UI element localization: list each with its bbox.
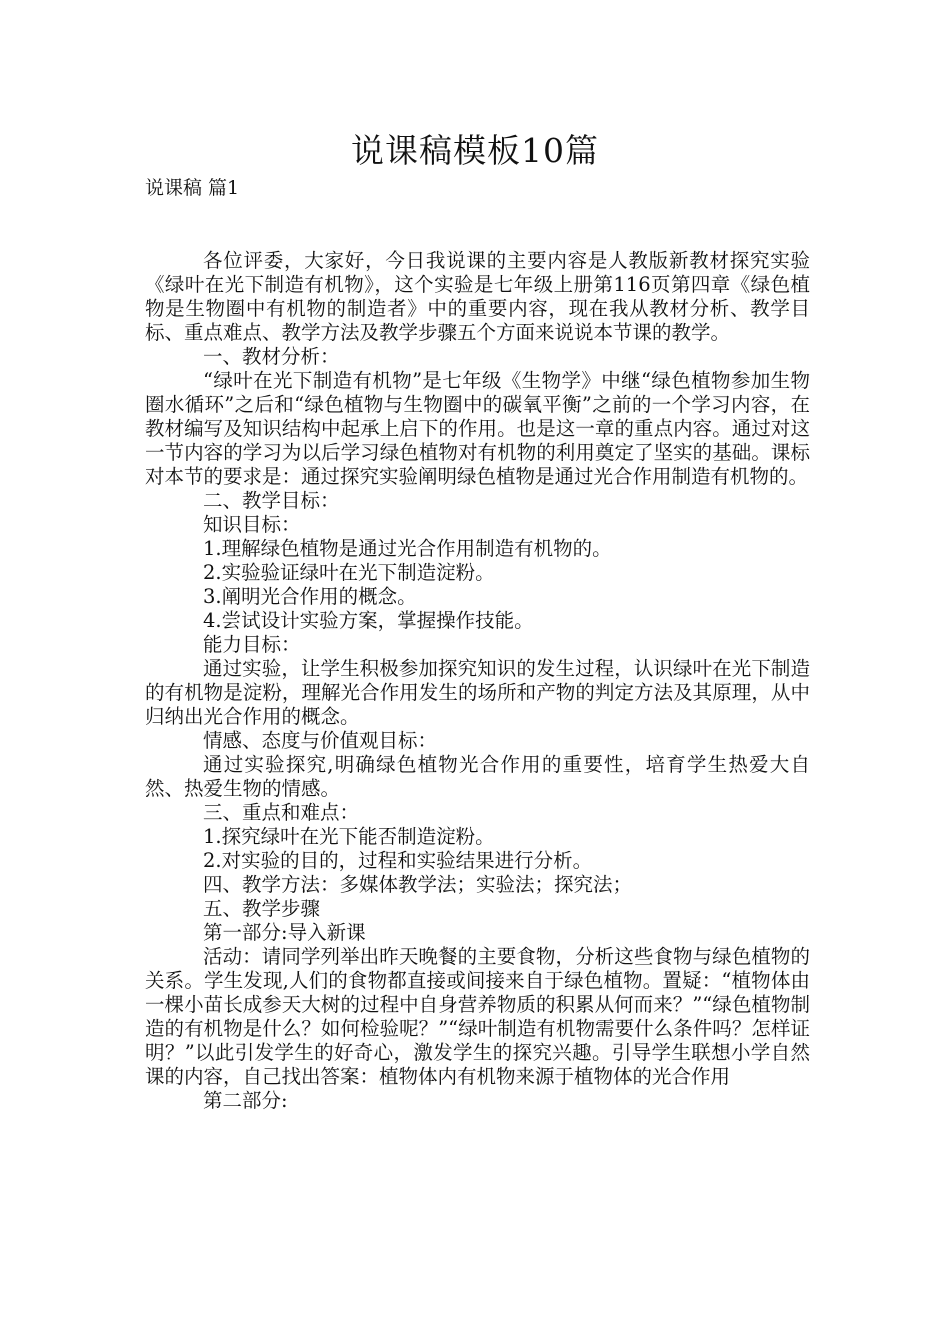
heading-textbook-analysis: 一、教材分析：: [203, 345, 340, 368]
heading-knowledge-goals: 知识目标：: [203, 513, 301, 536]
heading-teaching-goals: 二、教学目标：: [203, 489, 340, 512]
paragraph-intro: 各位评委，大家好，今日我说课的主要内容是人教版新教材探究实验《绿叶在光下制造有机物》，这个实验是七年级上册第116页第四章《绿色植物是生物圈中有机物的制造者》中的重要内容，现在我从教材分析、教学目标、重点难点、教学方法及教学步骤五个方面来说说本节课的教学。: [145, 249, 810, 344]
heading-ability-goals: 能力目标：: [203, 633, 301, 656]
heading-part-two: 第二部分:: [203, 1089, 288, 1112]
list-item: 4.尝试设计实验方案，掌握操作技能。: [203, 609, 534, 632]
document-body: [145, 249, 810, 1113]
paragraph-emotion-goals: 通过实验探究,明确绿色植物光合作用的重要性，培育学生热爱大自然、热爱生物的情感。: [145, 753, 810, 800]
list-item: 1.探究绿叶在光下能否制造淀粉。: [203, 825, 495, 848]
heading-teaching-methods: 四、教学方法：多媒体教学法；实验法；探究法；: [203, 873, 633, 896]
paragraph-textbook-analysis: “绿叶在光下制造有机物”是七年级《生物学》中继“绿色植物参加生物圈水循环”之后和“绿色植物与生物圈中的碳氧平衡”之前的一个学习内容，在教材编写及知识结构中起承上启下的作用。也是这一章的重点内容。通过对这一节内容的学习为以后学习绿色植物对有机物的利用奠定了坚实的基础。课标对本节的要求是：通过探究实验阐明绿色植物是通过光合作用制造有机物的。: [145, 369, 810, 488]
paragraph-activity: 活动：请同学列举出昨天晚餐的主要食物，分析这些食物与绿色植物的关系。学生发现,人们的食物都直接或间接来自于绿色植物。置疑：“植物体由一棵小苗长成参天大树的过程中自身营养物质的积累从何而来？”“绿色植物制造的有机物是什么？如何检验呢？”“绿叶制造有机物需要什么条件吗？怎样证明？”以此引发学生的好奇心，激发学生的探究兴趣。引导学生联想小学自然课的内容，自己找出答案：植物体内有机物来源于植物体的光合作用: [145, 945, 810, 1088]
list-item: 1.理解绿色植物是通过光合作用制造有机物的。: [203, 537, 612, 560]
heading-emotion-goals: 情感、态度与价值观目标：: [203, 729, 438, 752]
heading-key-points: 三、重点和难点：: [203, 801, 360, 824]
list-item: 2.对实验的目的，过程和实验结果进行分析。: [203, 849, 593, 872]
heading-part-one: 第一部分:导入新课: [203, 921, 366, 944]
list-item: 3.阐明光合作用的概念。: [203, 585, 417, 608]
heading-teaching-steps: 五、教学步骤: [203, 897, 321, 920]
document-title: 说课稿模板10篇: [351, 131, 599, 170]
document-subtitle: 说课稿 篇1: [145, 177, 240, 199]
paragraph-ability-goals: 通过实验，让学生积极参加探究知识的发生过程，认识绿叶在光下制造的有机物是淀粉，理解光合作用发生的场所和产物的判定方法及其原理，从中归纳出光合作用的概念。: [145, 657, 810, 728]
list-item: 2.实验验证绿叶在光下制造淀粉。: [203, 561, 495, 584]
